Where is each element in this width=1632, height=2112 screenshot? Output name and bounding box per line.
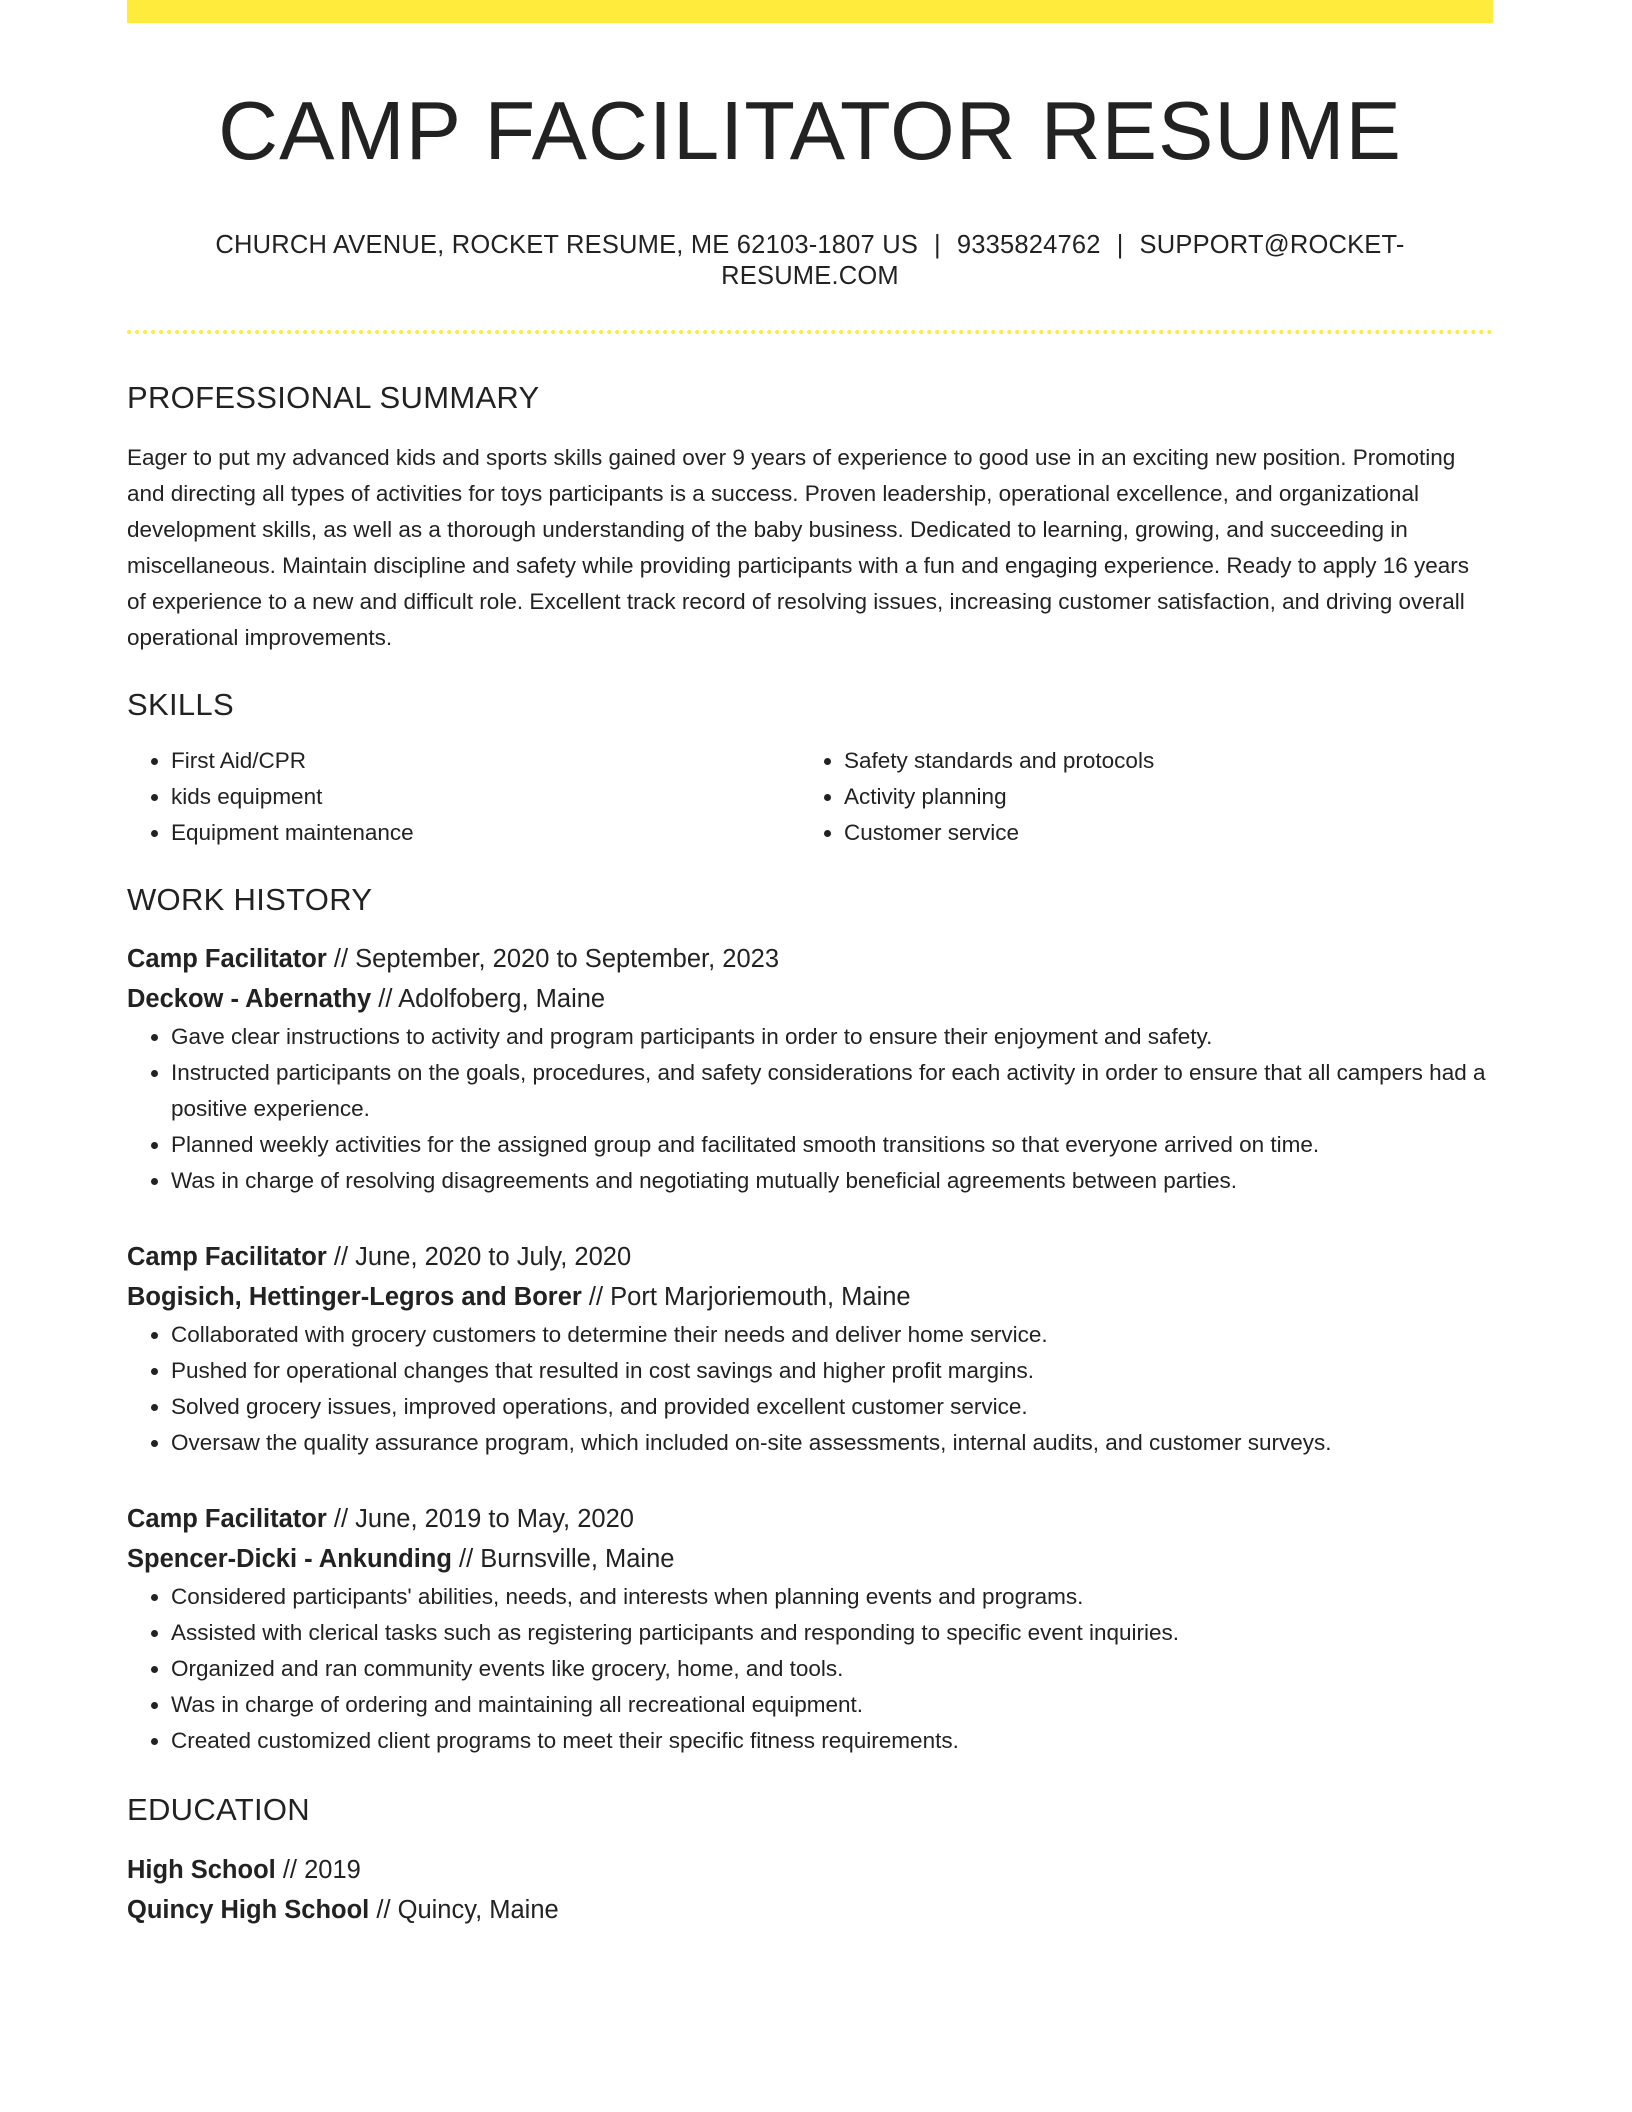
job-company-line bbox=[127, 979, 1493, 1019]
resume-page bbox=[127, 0, 1493, 1930]
summary-text: Eager to put my advanced kids and sports skills gained over 9 years of experience to good use in an exciting new position. Promoting and directing all types of activities for toys participants is a success. Proven leadership, operational excellence, and organizational development skills, as well as a thorough understanding of the baby business. Dedicated to learning, growing, and succeeding in miscellaneous. Maintain discipline and safety while providing participants with a fun and engaging experience. Ready to apply 16 years of experience to a new and difficult role. Excellent track record of resolving issues, increasing customer satisfaction, and driving overall operational improvements. bbox=[127, 444, 1470, 650]
job-title-line bbox=[127, 1237, 1493, 1277]
contact-separator: | bbox=[1116, 231, 1124, 260]
skill-item: • Customer service bbox=[844, 815, 1473, 851]
accent-top-bar bbox=[127, 0, 1493, 23]
education-degree-line bbox=[127, 1850, 1493, 1890]
skills-column-left bbox=[127, 743, 800, 851]
job-company: Deckow - Abernathy bbox=[127, 985, 372, 1014]
job-company: Bogisich, Hettinger-Legros and Borer bbox=[127, 1283, 582, 1312]
job-entry bbox=[127, 1237, 1493, 1461]
job-duty: • Assisted with clerical tasks such as registering participants and responding to specific event inquiries. bbox=[171, 1615, 1493, 1651]
work-history-heading: WORK HISTORY bbox=[127, 881, 373, 917]
skill-item: • First Aid/CPR bbox=[171, 743, 800, 779]
job-duty: • Gave clear instructions to activity and program participants in order to ensure their enjoyment and safety. bbox=[171, 1019, 1493, 1055]
email-text: SUPPORT@ROCKET-RESUME.COM bbox=[721, 231, 1405, 290]
skills-list bbox=[127, 743, 1493, 851]
job-duty: • Was in charge of resolving disagreements and negotiating mutually beneficial agreements between parties. bbox=[171, 1163, 1493, 1199]
job-duty: • Planned weekly activities for the assigned group and facilitated smooth transitions so that everyone arrived on time. bbox=[171, 1127, 1493, 1163]
education-degree: High School bbox=[127, 1856, 276, 1885]
job-title-line bbox=[127, 1499, 1493, 1539]
resume-title: CAMP FACILITATOR RESUME bbox=[218, 84, 1402, 177]
job-title: Camp Facilitator bbox=[127, 945, 327, 974]
skills-heading: SKILLS bbox=[127, 686, 234, 722]
job-company-line bbox=[127, 1277, 1493, 1317]
job-duty: • Collaborated with grocery customers to determine their needs and deliver home service. bbox=[171, 1317, 1493, 1353]
job-company-line bbox=[127, 1539, 1493, 1579]
education-year: // 2019 bbox=[282, 1856, 361, 1885]
contact-line bbox=[127, 230, 1493, 291]
contact-separator: | bbox=[934, 231, 941, 260]
education-location: // Quincy, Maine bbox=[376, 1896, 559, 1925]
skills-column-right bbox=[800, 743, 1473, 851]
job-duty: • Considered participants' abilities, needs, and interests when planning events and programs. bbox=[171, 1579, 1493, 1615]
skill-item: • Activity planning bbox=[844, 779, 1473, 815]
job-title-line bbox=[127, 939, 1493, 979]
job-duty: • Solved grocery issues, improved operations, and provided excellent customer service. bbox=[171, 1389, 1493, 1425]
job-duty: • Oversaw the quality assurance program, which included on-site assessments, internal audits, and customer surveys. bbox=[171, 1425, 1493, 1461]
education-heading: EDUCATION bbox=[127, 1792, 310, 1828]
job-dates: // June, 2020 to July, 2020 bbox=[333, 1243, 632, 1272]
job-company: Spencer-Dicki - Ankunding bbox=[127, 1545, 452, 1574]
job-title: Camp Facilitator bbox=[127, 1243, 327, 1272]
job-entry bbox=[127, 939, 1493, 1199]
job-dates: // September, 2020 to September, 2023 bbox=[333, 945, 780, 974]
skill-item: • kids equipment bbox=[171, 779, 800, 815]
job-duties bbox=[127, 1579, 1493, 1759]
job-duty: • Pushed for operational changes that resulted in cost savings and higher profit margins. bbox=[171, 1353, 1493, 1389]
education-school-line bbox=[127, 1890, 1493, 1930]
skill-item: • Safety standards and protocols bbox=[844, 743, 1473, 779]
job-duties bbox=[127, 1317, 1493, 1461]
job-location: // Adolfoberg, Maine bbox=[378, 985, 606, 1014]
job-dates: // June, 2019 to May, 2020 bbox=[333, 1505, 634, 1534]
job-duty: • Organized and ran community events like grocery, home, and tools. bbox=[171, 1651, 1493, 1687]
education-school: Quincy High School bbox=[127, 1896, 370, 1925]
job-duty: • Instructed participants on the goals, procedures, and safety considerations for each activity in order to ensure that all campers had a positive experience. bbox=[171, 1055, 1493, 1127]
phone-text: 9335824762 bbox=[956, 231, 1101, 260]
summary-heading: PROFESSIONAL SUMMARY bbox=[127, 380, 540, 416]
job-location: // Burnsville, Maine bbox=[459, 1545, 675, 1574]
skill-item: • Equipment maintenance bbox=[171, 815, 800, 851]
job-entry bbox=[127, 1499, 1493, 1759]
job-title: Camp Facilitator bbox=[127, 1505, 327, 1534]
address-text: CHURCH AVENUE, ROCKET RESUME, ME 62103-1807 US bbox=[215, 231, 919, 260]
job-duty: • Created customized client programs to meet their specific fitness requirements. bbox=[171, 1723, 1493, 1759]
header-divider bbox=[127, 330, 1493, 334]
job-duty: • Was in charge of ordering and maintaining all recreational equipment. bbox=[171, 1687, 1493, 1723]
job-location: // Port Marjoriemouth, Maine bbox=[588, 1283, 911, 1312]
job-duties bbox=[127, 1019, 1493, 1199]
